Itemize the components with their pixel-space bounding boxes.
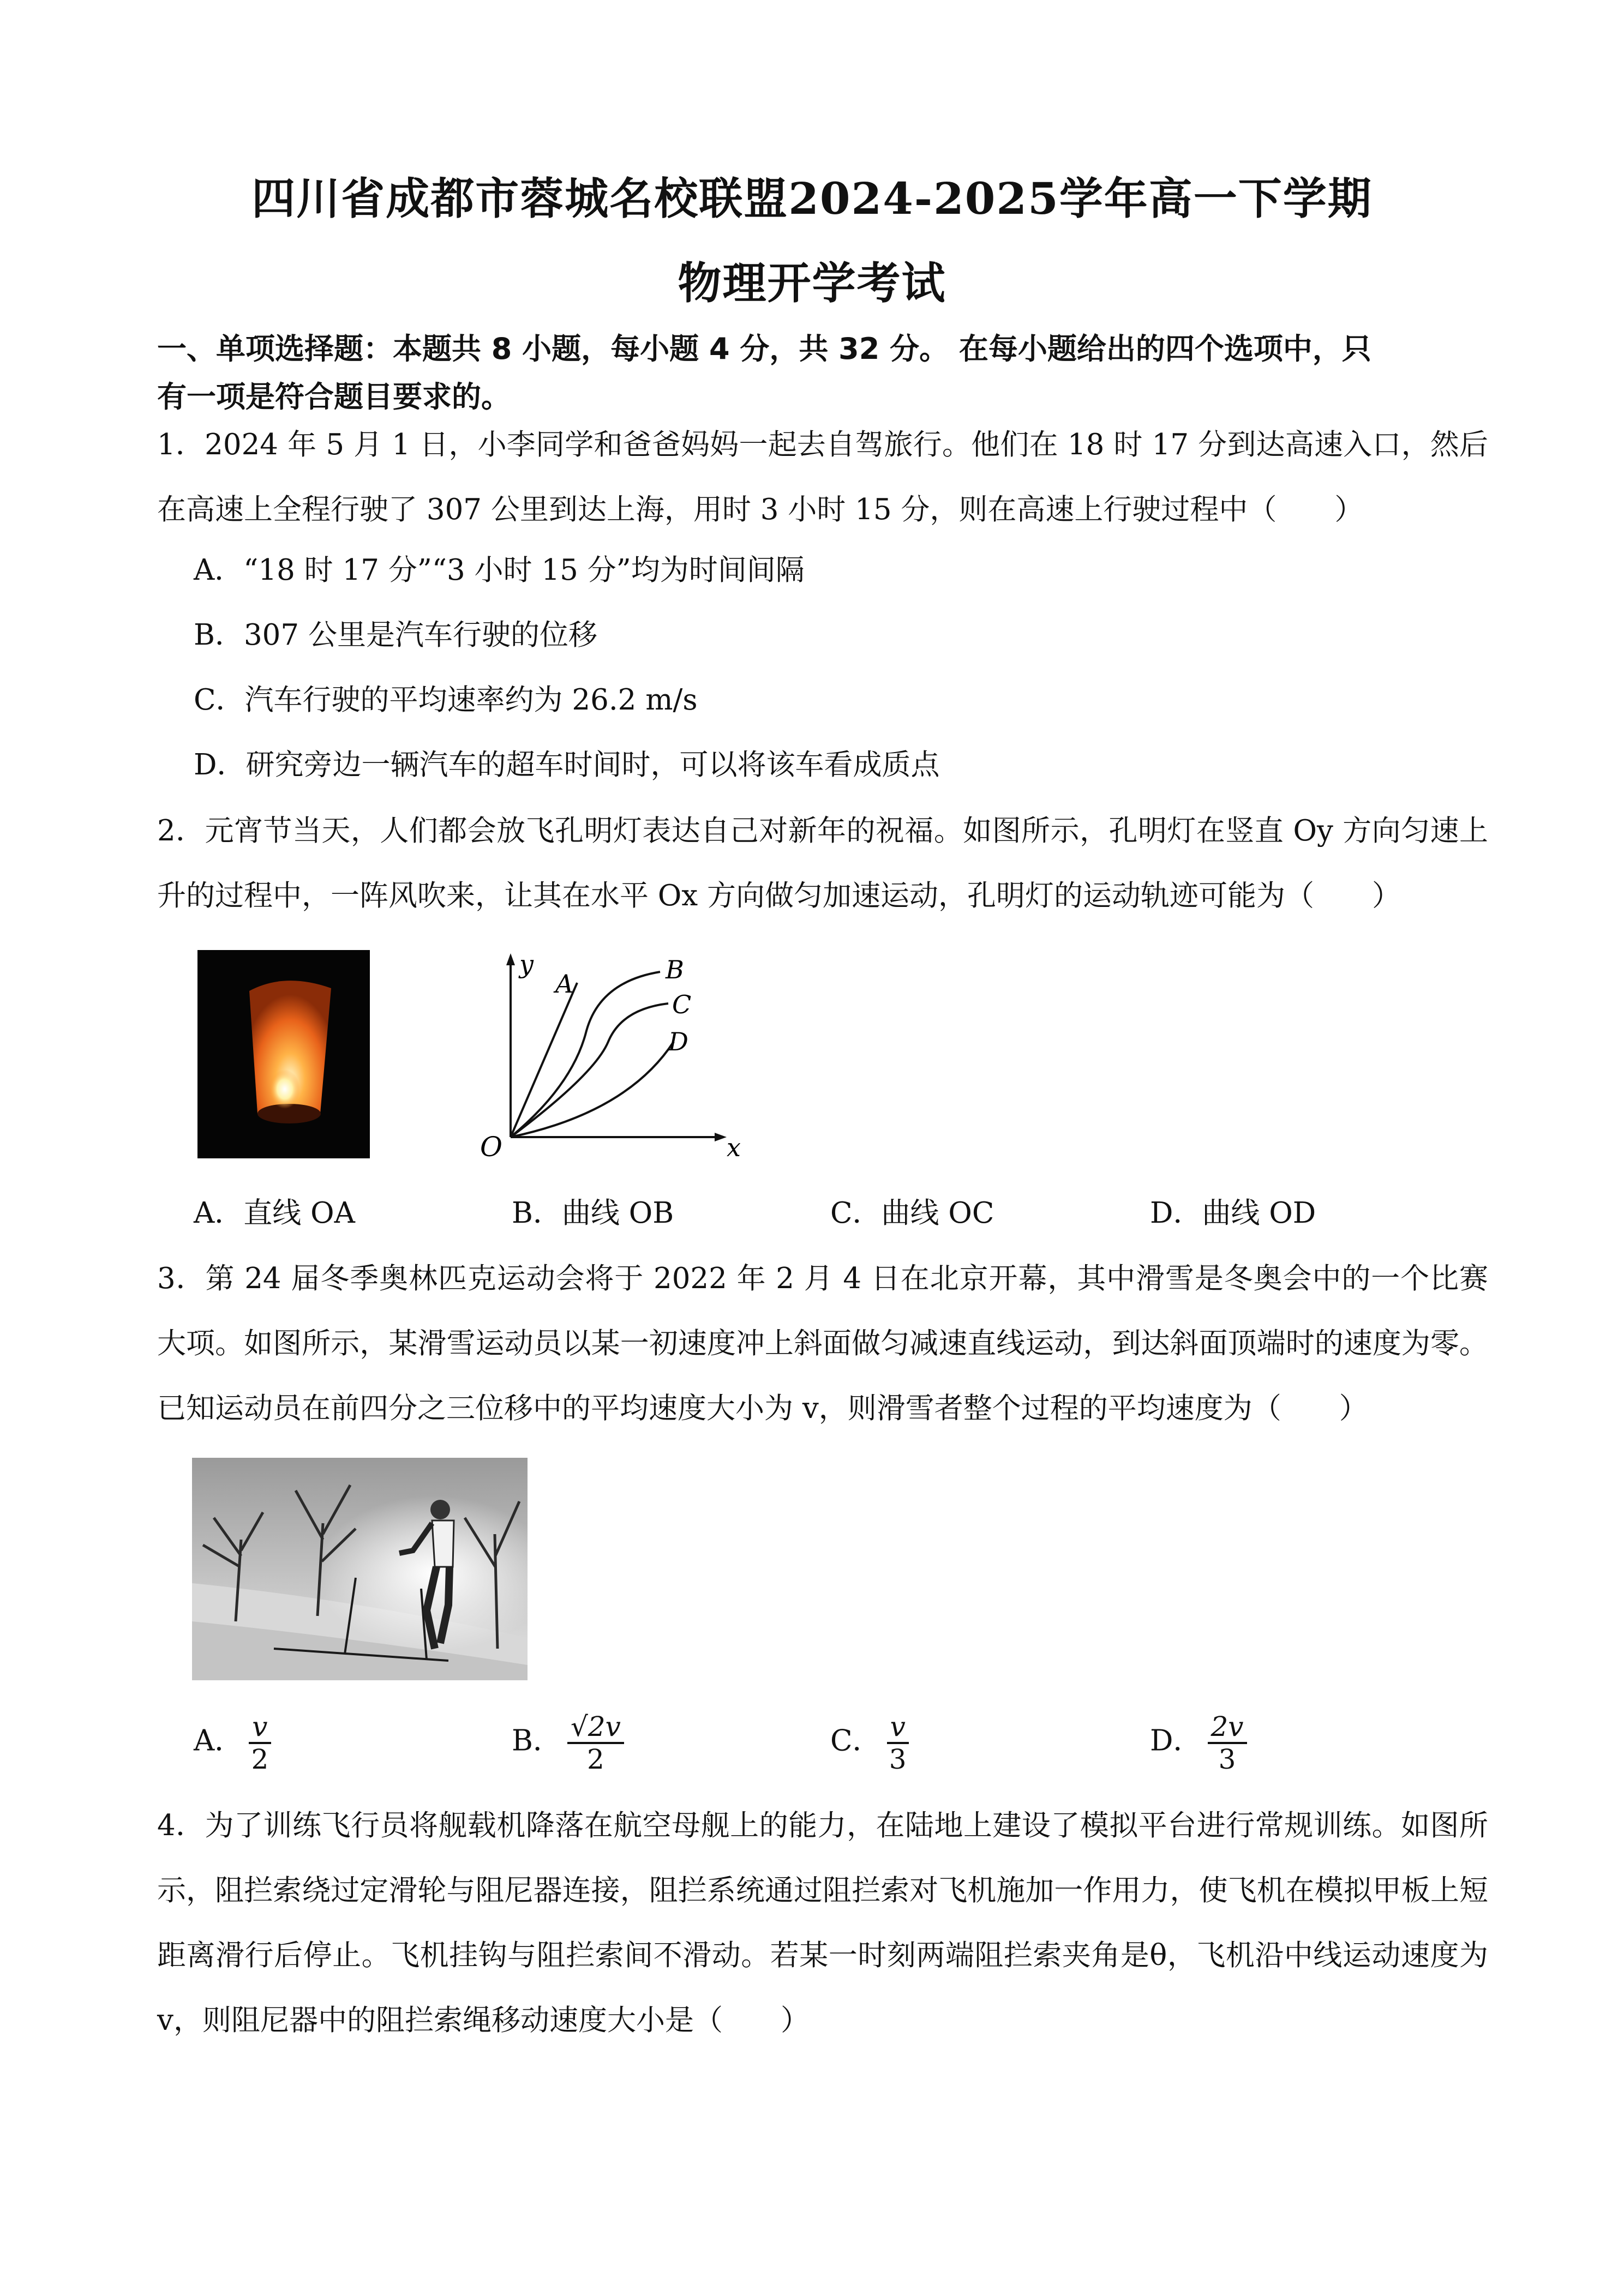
x-axis-label: x (727, 1133, 741, 1162)
q3-option-b-numerator: √2v (567, 1711, 624, 1744)
y-axis-label: y (519, 949, 534, 979)
curve-label-c: C (672, 990, 692, 1019)
q3-stem: 3．第 24 届冬季奥林匹克运动会将于 2022 年 2 月 4 日在北京开幕，其中滑雪是冬奥会中的一个比赛大项。如图所示，某滑雪运动员以某一初速度冲上斜面做匀减速直线运动，到达斜面顶端时的速度为零。已知运动员在前四分之三位移中的平均速度大小为 v，则滑雪者整个过程的平均速度为（ ） (157, 1262, 1488, 1425)
q2-option-c: C．曲线 OC (830, 1197, 994, 1230)
q3-option-d-letter: D． (1150, 1724, 1202, 1758)
q3-option-b-denominator: 2 (587, 1744, 604, 1775)
q3-option-a-numerator: v (249, 1711, 271, 1744)
q3-option-a-denominator: 2 (251, 1744, 269, 1775)
curve-label-d: D (668, 1027, 688, 1056)
q2-option-b: B．曲线 OB (512, 1197, 674, 1230)
q3-option-a (194, 1711, 271, 1775)
y-axis-arrow (506, 953, 515, 965)
exam-title-line1: 四川省成都市蓉城名校联盟2024-2025学年高一下学期 (251, 173, 1373, 224)
sky-lantern-photo (197, 950, 370, 1158)
curve-ob (511, 972, 660, 1137)
q3-option-c (830, 1711, 909, 1775)
q2-option-d: D．曲线 OD (1150, 1197, 1316, 1230)
section-heading-line2: 有一项是符合题目要求的。 (157, 380, 511, 414)
exam-title-line2: 物理开学考试 (678, 257, 946, 309)
q1-stem: 1．2024 年 5 月 1 日，小李同学和爸爸妈妈一起去自驾旅行。他们在 18 时 17 分到达高速入口，然后在高速上全程行驶了 307 公里到达上海，用时 3 小时 15 分，则在高速上行驶过程中（ ） (157, 428, 1488, 526)
q1-option-c: C．汽车行驶的平均速率约为 26.2 m/s (194, 683, 698, 717)
q3-option-d-fraction (1208, 1711, 1247, 1775)
origin-label: O (480, 1131, 502, 1162)
q1-option-d: D．研究旁边一辆汽车的超车时间时，可以将该车看成质点 (194, 748, 940, 782)
skier-photo (192, 1458, 528, 1680)
curve-label-a: A (555, 969, 574, 999)
q3-option-c-numerator: v (887, 1711, 909, 1744)
q3-option-c-letter: C． (830, 1724, 882, 1758)
q3-option-b-letter: B． (512, 1724, 562, 1758)
section-heading-line1: 一、单项选择题：本题共 8 小题，每小题 4 分，共 32 分。 在每小题给出的四个选项中，只 (157, 332, 1371, 366)
q3-option-b (512, 1711, 624, 1775)
q2-stem: 2．元宵节当天，人们都会放飞孔明灯表达自己对新年的祝福。如图所示，孔明灯在竖直 Oy 方向匀速上升的过程中，一阵风吹来，让其在水平 Ox 方向做匀加速运动，孔明灯的运动轨迹可能为（ ） (157, 814, 1488, 912)
q3-option-c-denominator: 3 (889, 1744, 907, 1775)
q1-option-a: A．“18 时 17 分”“3 小时 15 分”均为时间间隔 (194, 554, 805, 587)
q3-option-b-fraction (567, 1711, 624, 1775)
x-axis-arrow (715, 1133, 727, 1141)
line-oa (511, 983, 577, 1137)
q3-option-a-letter: A． (194, 1724, 244, 1758)
q3-option-d-numerator: 2v (1208, 1711, 1247, 1744)
q3-option-a-fraction (249, 1711, 271, 1775)
q1-option-b: B．307 公里是汽车行驶的位移 (194, 618, 597, 652)
curve-od (511, 1042, 674, 1137)
q2-option-a: A．直线 OA (194, 1197, 355, 1230)
q4-stem: 4．为了训练飞行员将舰载机降落在航空母舰上的能力，在陆地上建设了模拟平台进行常规训练。如图所示，阻拦索绕过定滑轮与阻尼器连接，阻拦系统通过阻拦索对飞机施加一作用力，使飞机在模拟甲板上短距离滑行后停止。飞机挂钩与阻拦索间不滑动。若某一时刻两端阻拦索夹角是θ，飞机沿中线运动速度为 v，则阻尼器中的阻拦索绳移动速度大小是（ ） (157, 1809, 1488, 2037)
trajectory-diagram (480, 949, 742, 1162)
q3-option-d-denominator: 3 (1218, 1744, 1236, 1775)
q3-option-d (1150, 1711, 1247, 1775)
q3-option-c-fraction (887, 1711, 909, 1775)
section-heading (157, 325, 1488, 421)
curve-label-b: B (666, 955, 684, 984)
